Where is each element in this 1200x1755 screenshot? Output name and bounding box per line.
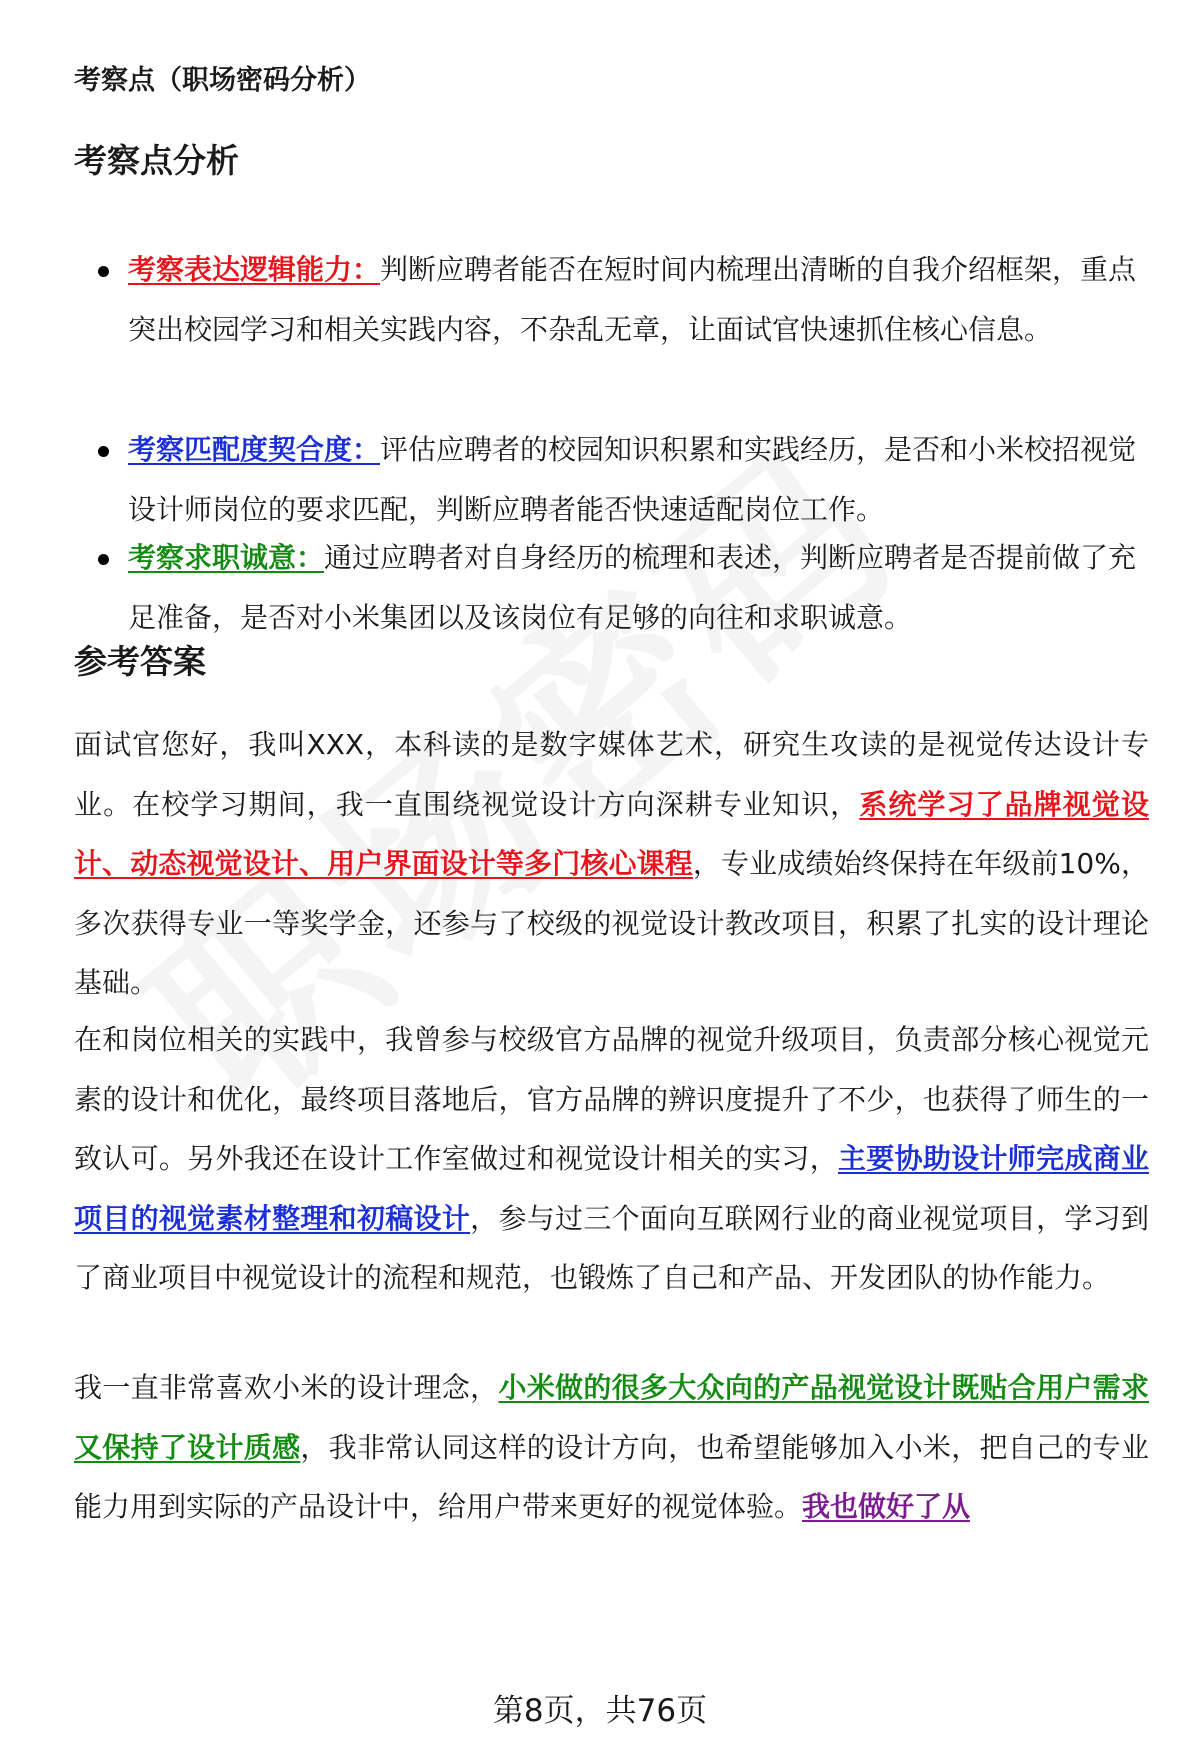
- bullet-dot-icon: [98, 554, 109, 565]
- highlight-text: 小米做的很多大众向的产品视觉设计既贴合用户需求又保持了设计质感: [74, 1371, 1149, 1464]
- paragraph-text: 在和岗位相关的实践中，我曾参与校级官方品牌的视觉升级项目，负责部分核心视觉元素的设计和优化，最终项目落地后，官方品牌的辨识度提升了不少，也获得了师生的一致认可。另外我还在设计工作室做过和视觉设计相关的实习，: [74, 1023, 1149, 1175]
- paragraph-text: 我一直非常喜欢小米的设计理念，: [74, 1371, 499, 1404]
- highlight-text: 主要协助设计师完成商业项目的视觉素材整理和初稿设计: [74, 1142, 1149, 1235]
- bullet-item: [74, 420, 1149, 528]
- paragraph-text: ，专业成绩始终保持在年级前10%，多次获得专业一等奖学金，还参与了校级的视觉设计教改项目，积累了扎实的设计理论基础。: [74, 847, 1149, 999]
- answer-paragraph-1: [74, 715, 1149, 1013]
- paragraph-text: 面试官您好，我叫XXX，本科读的是数字媒体艺术，研究生攻读的是视觉传达设计专业。在校学习期间，我一直围绕视觉设计方向深耕专业知识，: [74, 728, 1149, 821]
- bullet-dot-icon: [98, 446, 109, 457]
- highlight-text: 我也做好了从: [802, 1490, 971, 1523]
- bullet-text: 评估应聘者的校园知识积累和实践经历，是否和小米校招视觉设计师岗位的要求匹配，判断应聘者能否快速适配岗位工作。: [128, 433, 1137, 526]
- page-heading: 考察点（职场密码分析）: [74, 65, 371, 96]
- paragraph-text: ，参与过三个面向互联网行业的商业视觉项目，学习到了商业项目中视觉设计的流程和规范，也锻炼了自己和产品、开发团队的协作能力。: [74, 1201, 1149, 1294]
- bullet-text: 通过应聘者对自身经历的梳理和表述，判断应聘者是否提前做了充足准备，是否对小米集团以及该岗位有足够的向往和求职诚意。: [128, 541, 1137, 634]
- answer-paragraph-3: [74, 1358, 1149, 1537]
- bullet-text: 判断应聘者能否在短时间内梳理出清晰的自我介绍框架，重点突出校园学习和相关实践内容，不杂乱无章，让面试官快速抓住核心信息。: [128, 253, 1137, 346]
- page-number: 第8页，共76页: [492, 1693, 708, 1729]
- section-title-analysis: 考察点分析: [74, 141, 239, 180]
- bullet-label: 考察匹配度契合度：: [128, 433, 381, 466]
- bullet-item: [74, 240, 1149, 420]
- section-title-answer: 参考答案: [74, 642, 206, 681]
- answer-paragraph-2: [74, 1010, 1149, 1308]
- bullet-label: 考察表达逻辑能力：: [128, 253, 381, 286]
- bullet-item: [74, 528, 1149, 636]
- highlight-text: 系统学习了品牌视觉设计、动态视觉设计、用户界面设计等多门核心课程: [74, 787, 1149, 880]
- analysis-bullet-list: [74, 240, 1149, 636]
- bullet-label: 考察求职诚意：: [128, 541, 325, 574]
- bullet-dot-icon: [98, 266, 109, 277]
- paragraph-text: ，我非常认同这样的设计方向，也希望能够加入小米，把自己的专业能力用到实际的产品设计中，给用户带来更好的视觉体验。: [74, 1430, 1149, 1523]
